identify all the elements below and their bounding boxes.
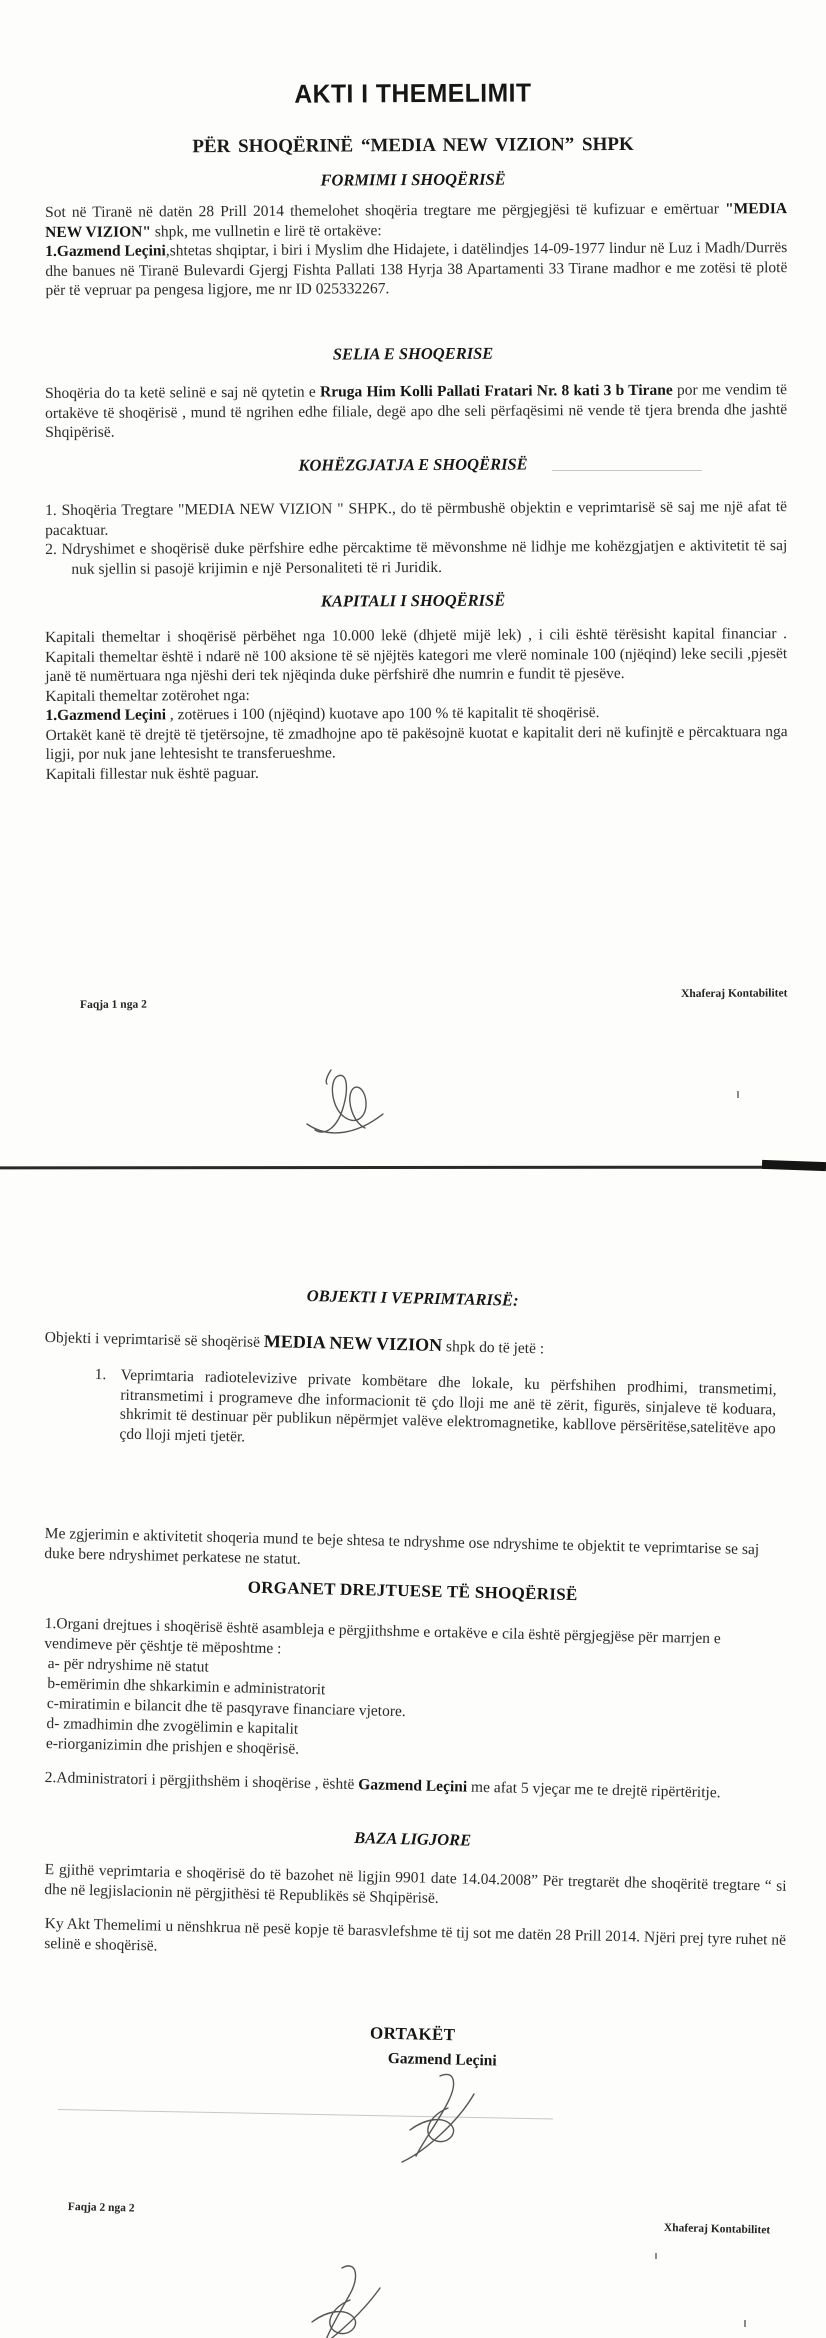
paragraph-administrator <box>45 1768 787 1804</box>
paragraph-kohezgjatja <box>45 497 787 579</box>
objekti-intro-tail: shpk do të jetë : <box>441 1338 545 1358</box>
organet-list-item-a: a- për ndryshime në statut <box>47 1654 209 1676</box>
organet-list-item-d: d- zmadhimin dhe zvogëlimin e kapitalit <box>46 1714 299 1738</box>
document-page-1 <box>0 0 826 1168</box>
company-subtitle: PËR SHOQËRINË “MEDIA NEW VIZION” SHPK <box>192 133 634 158</box>
paragraph-selia <box>45 380 787 442</box>
company-name-bold: "MEDIA NEW VIZION" <box>45 200 788 241</box>
page2-number-label: Faqja 2 nga 2 <box>67 2201 135 2215</box>
kapitali-p4: Ortakët kanë të drejtë të tjetërsojne, të zmadhojne apo të pakësojnë kuotat e kapitalit deri në kufinjtë e përcaktuara nga ligji, por nuk jane lehtesisht te transferueshme. <box>45 722 788 763</box>
scan-speck <box>737 1091 739 1098</box>
objekti-item-number: 1. <box>94 1365 107 1384</box>
paragraph-kopje <box>44 1914 787 1970</box>
organet-list <box>46 1654 790 1771</box>
heading-ortaket: ORTAKËT <box>369 2023 456 2045</box>
administrator-tail: me afat 5 vjeçar me te drejtë ripërtëritje. <box>466 1778 721 1802</box>
owner-name-bold: 1.Gazmend Leçini <box>45 706 167 724</box>
founder-name-bold: 1.Gazmend Leçini <box>45 242 166 260</box>
objekti-intro-text: Objekti i veprimtarisë së shoqërisë <box>44 1328 265 1351</box>
heading-kapitali: KAPITALI I SHOQËRISË <box>320 590 506 611</box>
paragraph-kapitali <box>45 624 788 784</box>
heading-selia: SELIA E SHOQERISE <box>332 343 494 364</box>
page1-accountant-label: Xhaferaj Kontabilitet <box>681 987 788 1000</box>
paragraph-shtesa <box>44 1524 787 1580</box>
scan-speck <box>744 2320 746 2327</box>
selia-p1 <box>45 380 787 442</box>
document-page-2 <box>0 1169 826 2338</box>
baza-p1: E gjithë veprimtaria e shoqërisë do të bazohet në ligjin 9901 date 14.04.2008” Për tregtarët dhe shoqëritë tregtare “ si dhe në legjislacionin në përgjithësi të Republikës së Shqipërisë. <box>44 1860 787 1907</box>
kapitali-p5: Kapitali fillestar nuk është paguar. <box>45 764 259 783</box>
kohezgjatja-item-1: 1. Shoqëria Tregtare "MEDIA NEW VIZION " SHPK., do të përmbushë objektin e veprimtarisë së saj me një afat të pacaktuar. <box>45 498 788 539</box>
founder-details: ,shtetas shqiptar, i biri i Myslim dhe Hidajete, i datëlindjes 14-09-1977 lindur në Luz i Madh/Durrës dhe banues në Tiranë Bulevardi Gjergj Fishta Pallati 138 Hyrja 38 Apartamenti 33 Tirane madhor e me zotësi të plotë për të vepruar pa pengesa ligjore, me nr ID 025332267. <box>45 239 788 299</box>
objekti-item-text: Veprimtaria radiotelevizive private kombëtare dhe lokale, ku përfshihen prodhimi, transmetimi, ritransmetimi i programeve dhe informacionit të çdo lloji me anë të zërit, figurës, sinjaleve të koduara, shkrimit të destinuar për publikun nëpërmjet valëve elektromagnetike, kabllove përsëritëse,satelitëve apo çdo lloji mjeti tjetër. <box>119 1366 777 1445</box>
company-name-large-bold: MEDIA NEW VIZION <box>263 1330 443 1356</box>
page1-number-label: Faqja 1 nga 2 <box>80 998 147 1011</box>
kohezgjatja-item-2: 2. Ndryshimet e shoqërisë duke përfshire edhe përcaktime të mëvonshme në lidhje me kohëzgjatjen e aktivitetit të saj nuk sjellin si pasojë krijimin e një Personaliteti të ri Juridik. <box>45 537 788 578</box>
owner-share-text: , zotërues i 100 (njëqind) kuotave apo 100 % të kapitalit të shoqërisë. <box>165 704 600 724</box>
paragraph-objekti-intro <box>45 1327 787 1364</box>
heading-formimi: FORMIMI I SHOQËRISË <box>320 169 506 190</box>
organet-list-item-e: e-riorganizimin dhe prishjen e shoqërisë. <box>45 1734 300 1758</box>
page-title <box>45 76 781 111</box>
heading-baza: BAZA LIGJORE <box>354 1828 472 1850</box>
formimi-p1-text: Sot në Tiranë në datën 28 Prill 2014 themelohet shoqëria tregtare me përgjegjësi të kufizuar e emërtuar <box>45 200 726 221</box>
administrator-name-bold: Gazmend Leçini <box>358 1776 468 1796</box>
administrator-pre: 2.Administratori i përgjithshëm i shoqërise , është <box>44 1768 359 1794</box>
scan-artifact-line <box>552 470 702 471</box>
paragraph-formimi <box>45 199 788 300</box>
organet-list-item-b: b-emërimin dhe shkarkimin e administratorit <box>47 1674 326 1699</box>
signature-scribble-page1 <box>303 1066 391 1146</box>
kapitali-p2: Kapitali themeltar zotërohet nga: <box>45 686 250 705</box>
scan-speck <box>655 2253 657 2259</box>
organet-list-item-c: c-miratimin e bilancit dhe të pasqyrave financiare vjetore. <box>46 1694 406 1721</box>
page2-accountant-label: Xhaferaj Kontabilitet <box>663 2222 771 2237</box>
page-title-text: AKTI I THEMELIMIT <box>294 77 532 109</box>
objekti-intro <box>45 1327 787 1364</box>
kapitali-p1: Kapitali themeltar i shoqërisë përbëhet nga 10.000 lekë (dhjetë mijë lek) , i cili është tërësisht kapital financiar . Kapitali themeltar është i ndarë në 100 aksione të së njëjtës kategori me vlerë nominale 100 (njëqind) leke secili ,pjesët janë të numërtuara nga njëshi deri tek njëqinda duke përfshirë dhe numrin e fundit të pjesëve. <box>45 625 788 685</box>
shtesa-text: Me zgjerimin e aktivitetit shoqeria mund te beje shtesa te ndryshme ose ndryshime te objektit te veprimtarise se saj duke bere ndryshimet perkatese ne statut. <box>44 1524 760 1568</box>
heading-kohezgjatja: KOHËZGJATJA E SHOQËRISË <box>298 454 528 475</box>
kopje-text: Ky Akt Themelimi u nënshkrua në pesë kopje të barasvlefshme të tij sot me datën 28 Prill 2014. Njëri prej tyre ruhet në selinë e shoqërisë. <box>44 1914 787 1955</box>
heading-organet: ORGANET DREJTUESE TË SHOQËRISË <box>247 1577 578 1605</box>
heading-objekti: OBJEKTI I VEPRIMTARISË: <box>306 1285 519 1310</box>
scan-artifact-line-2 <box>58 2109 553 2120</box>
formimi-p1 <box>45 199 787 242</box>
signature-scribble-page2 <box>396 2068 478 2168</box>
ortaket-name: Gazmend Leçini <box>387 2050 497 2070</box>
objekti-item-1 <box>93 1365 777 1458</box>
paragraph-baza <box>44 1860 787 1916</box>
signature-scribble-bottom <box>296 2258 386 2338</box>
selia-text: Shoqëria do ta ketë selinë e saj në qytetin e <box>45 383 321 402</box>
formimi-p1-tail: shpk, me vullnetin e lirë të ortakëve: <box>150 221 382 240</box>
administrator-text <box>45 1768 787 1804</box>
organet-p1: 1.Organi drejtues i shoqërisë është asambleja e përgjithshme e ortakëve e cila është përgjegjëse për marrjen e vendimeve për çështje të mëposhtme : <box>44 1614 721 1657</box>
selia-tail: por me vendim të ortakëve të shoqërisë , mund të ngrihen edhe filiale, degë apo dhe seli përfaqësimi në vende të tjera brenda dhe jashtë Shqipërisë. <box>45 381 788 441</box>
address-bold: Rruga Him Kolli Pallati Fratari Nr. 8 kati 3 b Tirane <box>319 381 673 401</box>
formimi-p2 <box>45 238 787 300</box>
